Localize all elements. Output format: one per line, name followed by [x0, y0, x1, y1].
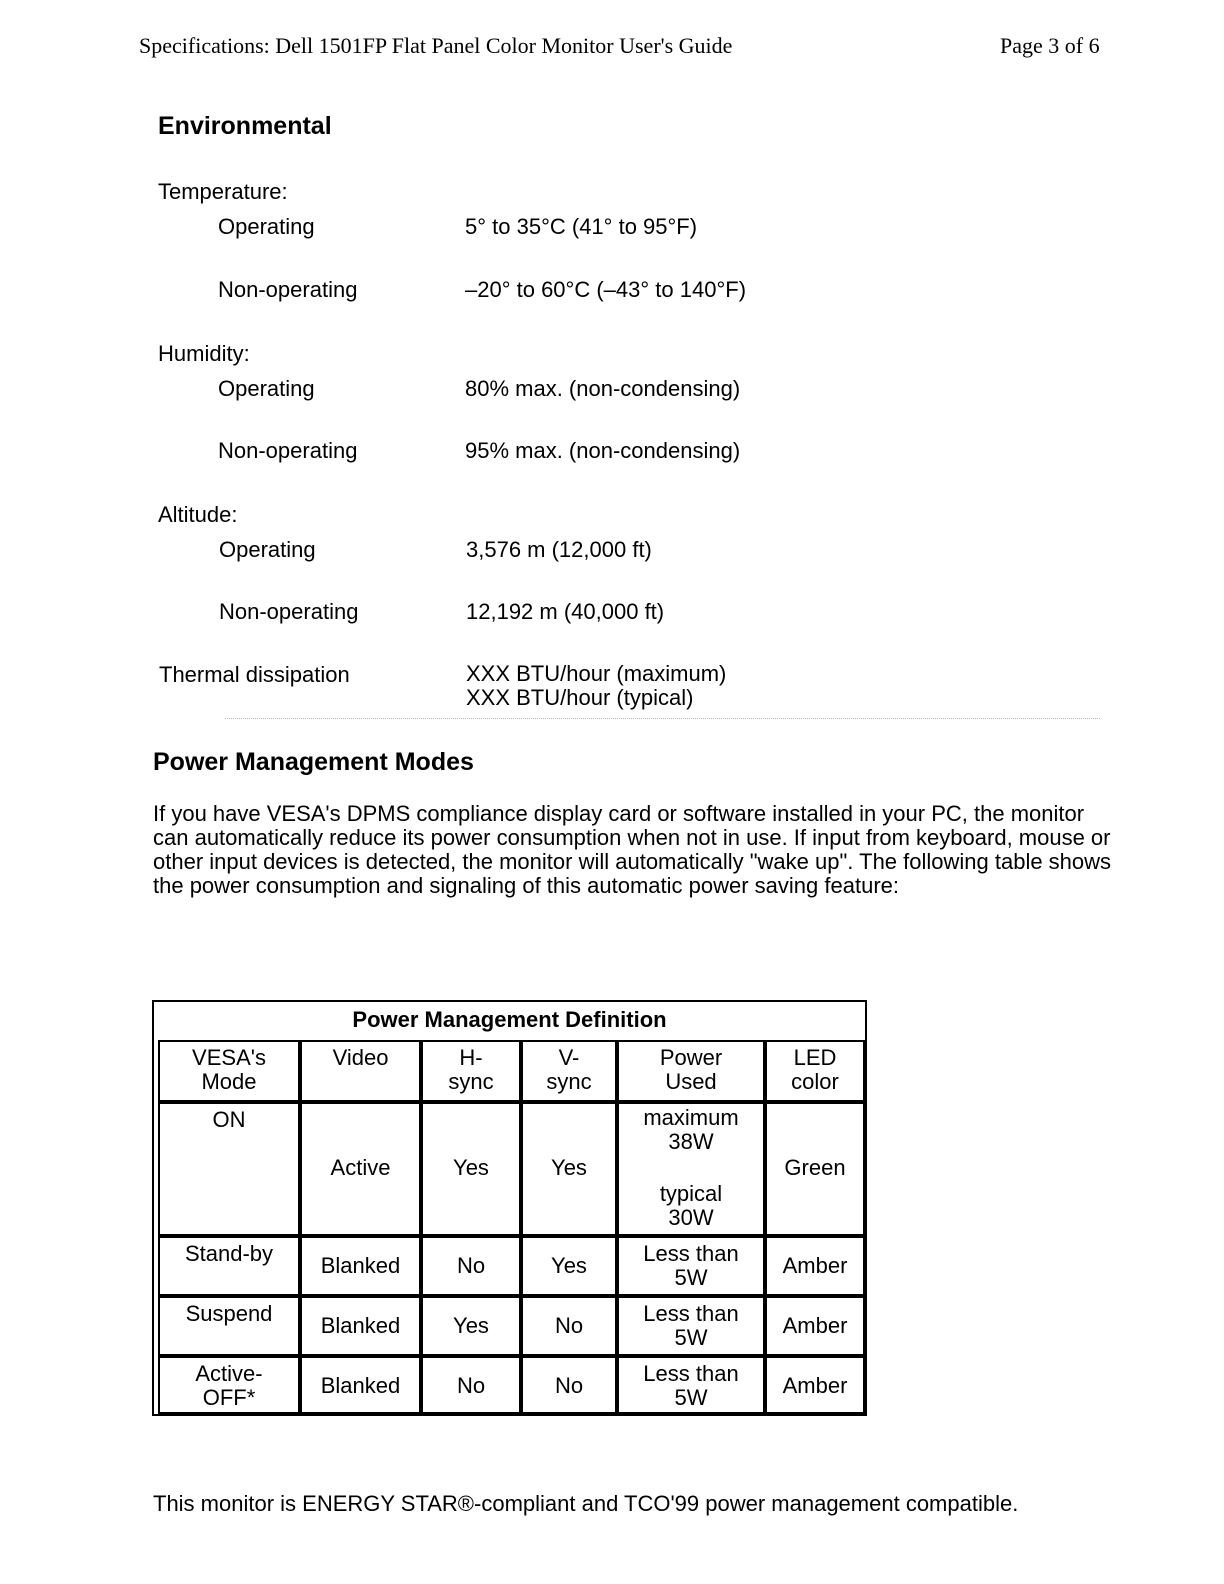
thermal-typical-value: XXX BTU/hour (typical)	[466, 685, 694, 710]
table-row-activeoff-power: Less than 5W	[617, 1356, 765, 1414]
temperature-nonoperating-label: Non-operating	[218, 277, 358, 302]
power-management-heading: Power Management Modes	[153, 748, 474, 776]
temperature-label: Temperature:	[158, 179, 288, 204]
table-row-suspend-led: Amber	[765, 1296, 865, 1356]
table-row-suspend-hsync: Yes	[421, 1296, 521, 1356]
section-divider	[225, 718, 1100, 719]
humidity-nonoperating-value: 95% max. (non-condensing)	[465, 438, 741, 463]
temperature-nonoperating-value: –20° to 60°C (–43° to 140°F)	[465, 277, 747, 302]
thermal-max-value: XXX BTU/hour (maximum)	[466, 661, 727, 686]
table-row-on-mode: ON	[158, 1102, 300, 1236]
table-row-activeoff-mode: Active- OFF*	[158, 1356, 300, 1414]
table-row-standby-vsync: Yes	[521, 1236, 617, 1296]
table-row-on-vsync: Yes	[521, 1102, 617, 1236]
table-row-standby-mode: Stand-by	[158, 1236, 300, 1296]
altitude-label: Altitude:	[158, 502, 238, 527]
table-row-activeoff-video: Blanked	[300, 1356, 421, 1414]
altitude-nonoperating-label: Non-operating	[219, 599, 359, 624]
altitude-nonoperating-value: 12,192 m (40,000 ft)	[466, 599, 665, 624]
altitude-operating-label: Operating	[219, 537, 316, 562]
table-row-suspend-mode: Suspend	[158, 1296, 300, 1356]
altitude-operating-value: 3,576 m (12,000 ft)	[466, 537, 652, 562]
humidity-label: Humidity:	[158, 341, 250, 366]
table-row-standby-video: Blanked	[300, 1236, 421, 1296]
table-row-on-power: maximum 38W typical 30W	[617, 1102, 765, 1236]
header-cell-mode: VESA's Mode	[158, 1040, 300, 1102]
table-row-on-hsync: Yes	[421, 1102, 521, 1236]
table-row-activeoff-led: Amber	[765, 1356, 865, 1414]
table-row-standby-hsync: No	[421, 1236, 521, 1296]
table-row-activeoff-vsync: No	[521, 1356, 617, 1414]
table-row-activeoff-hsync: No	[421, 1356, 521, 1414]
header-cell-led: LED color	[765, 1040, 865, 1102]
environmental-heading: Environmental	[158, 112, 332, 140]
temperature-operating-value: 5° to 35°C (41° to 95°F)	[465, 214, 698, 239]
power-management-paragraph: If you have VESA's DPMS compliance display card or software installed in your PC, the monitor can automatically reduce its power consumption when not in use. If input from keyboard, mouse or other input devices is detected, the monitor will automatically "wake up". The following table shows the power consumption and signaling of this automatic power saving feature:	[153, 801, 1112, 898]
document-header-title: Specifications: Dell 1501FP Flat Panel Color Monitor User's Guide	[139, 33, 733, 58]
thermal-label: Thermal dissipation	[159, 662, 350, 687]
table-row-standby-led: Amber	[765, 1236, 865, 1296]
temperature-operating-label: Operating	[218, 214, 315, 239]
power-management-table	[152, 1000, 867, 1416]
table-row-on-video: Active	[300, 1102, 421, 1236]
table-title: Power Management Definition	[352, 1007, 667, 1032]
table-row-suspend-video: Blanked	[300, 1296, 421, 1356]
table-row-suspend-power: Less than 5W	[617, 1296, 765, 1356]
page-number: Page 3 of 6	[1000, 33, 1100, 58]
table-row-on-led: Green	[765, 1102, 865, 1236]
humidity-operating-label: Operating	[218, 376, 315, 401]
header-cell-hsync: H- sync	[421, 1040, 521, 1102]
header-cell-vsync: V- sync	[521, 1040, 617, 1102]
table-row-standby-power: Less than 5W	[617, 1236, 765, 1296]
humidity-nonoperating-label: Non-operating	[218, 438, 358, 463]
humidity-operating-value: 80% max. (non-condensing)	[465, 376, 741, 401]
header-cell-power: Power Used	[617, 1040, 765, 1102]
header-cell-video: Video	[300, 1040, 421, 1102]
energy-star-note: This monitor is ENERGY STAR®-compliant and TCO'99 power management compatible.	[153, 1491, 1019, 1516]
table-row-suspend-vsync: No	[521, 1296, 617, 1356]
